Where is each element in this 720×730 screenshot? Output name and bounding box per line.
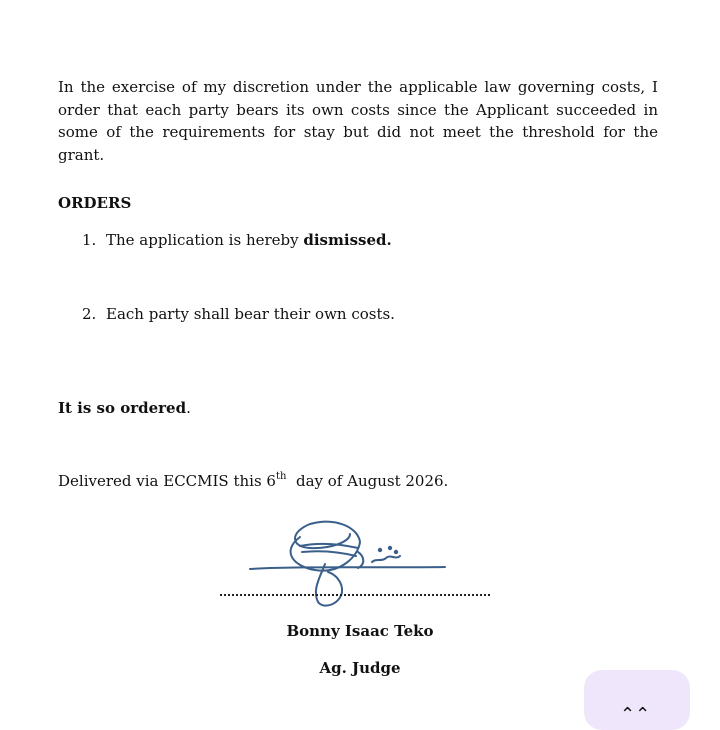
order-text: The application is hereby xyxy=(106,231,304,249)
closing-period: . xyxy=(186,399,191,417)
closing-bold: It is so ordered xyxy=(58,399,187,417)
order-number: 2. xyxy=(82,305,97,323)
order-text: Each party shall bear their own costs. xyxy=(106,305,395,323)
scroll-up-icon: ⌃⌃ xyxy=(620,704,651,725)
order-item-2 xyxy=(82,305,395,323)
judge-name: Bonny Isaac Teko xyxy=(286,622,434,640)
scroll-up-button[interactable] xyxy=(584,670,690,730)
delivered-superscript: th xyxy=(275,471,287,482)
closing-statement xyxy=(58,399,191,417)
orders-heading: ORDERS xyxy=(58,194,132,212)
order-item-1 xyxy=(82,231,392,249)
signature-line xyxy=(220,594,490,596)
delivered-prefix: Delivered via ECCMIS this 6 xyxy=(58,472,276,490)
delivered-suffix: day of August 2026. xyxy=(286,472,449,490)
order-bold-text: dismissed. xyxy=(303,231,392,249)
order-number: 1. xyxy=(82,231,97,249)
judge-title: Ag. Judge xyxy=(319,659,401,677)
handwritten-signature xyxy=(240,512,460,612)
delivery-statement xyxy=(58,472,448,490)
costs-paragraph: In the exercise of my discretion under the applicable law governing costs, I order that each party bears its own costs since the Applicant succeeded in some of the requirements for stay but did not meet the threshold for the grant. xyxy=(58,78,658,164)
